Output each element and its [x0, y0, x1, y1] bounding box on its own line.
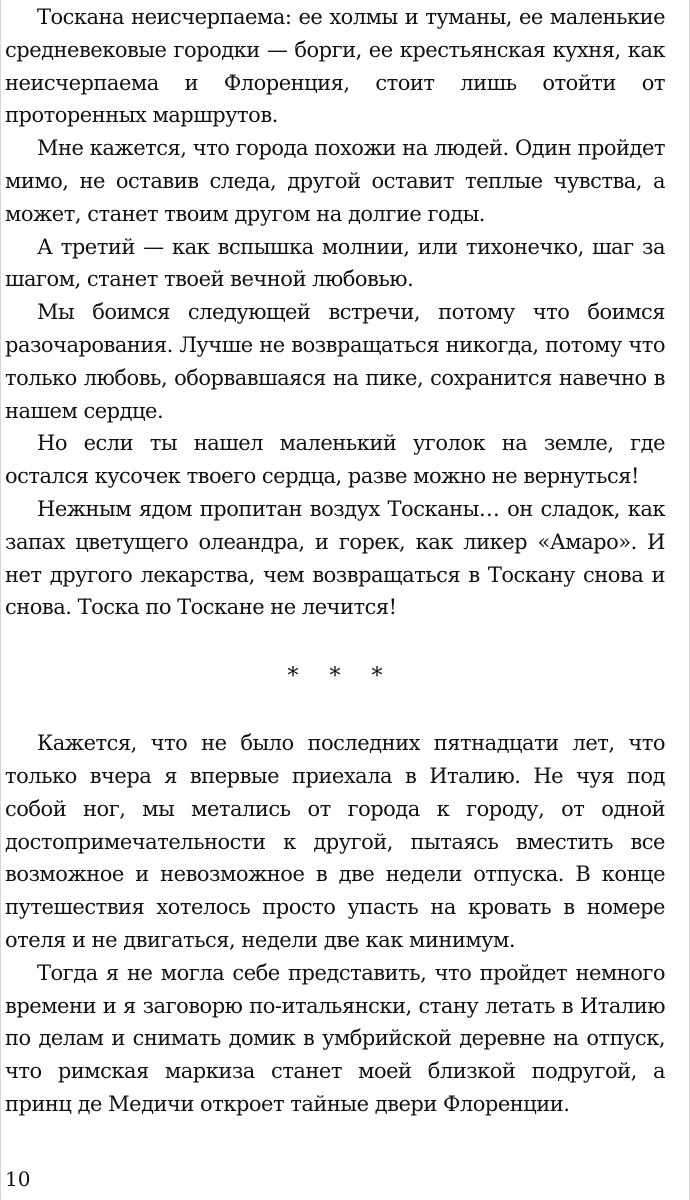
paragraph: Кажется, что не было последних пятнадцати лет, что только вчера я впервые приехала в Италию. Не чуя под собой ног, мы метались от города к городу, от одной достопримечательности к другой, пытаясь вместить все возможное и невозможное в две недели отпуска. В конце путешествия хотелось просто упасть на кровать в номере отеля и не двигаться, недели две как минимум. — [5, 731, 665, 952]
paragraph: Тоскана неисчерпаема: ее холмы и туманы, ее маленькие средневековые городки — борги, ее крестьянская кухня, как неисчерпаема и Флоренция, стоит лишь отойти от проторенных маршрутов. — [5, 5, 665, 128]
paragraph: Мы боимся следующей встречи, потому что боимся разочарования. Лучше не возвращаться никогда, потому что только любовь, оборвавшаяся на пике, сохранится навечно в нашем сердце. — [5, 300, 665, 423]
text-section-2 — [5, 727, 665, 1121]
paragraph: Нежным ядом пропитан воздух Тосканы… он сладок, как запах цветущего олеандра, и горек, как ликер «Амаро». И нет другого лекарства, чем возвращаться в Тоскану снова и снова. Тоска по Тоскане не лечится! — [5, 496, 665, 620]
book-page — [5, 0, 665, 1121]
paragraph: Но если ты нашел маленький уголок на земле, где остался кусочек твоего сердца, разве можно не вернуться! — [5, 431, 665, 489]
page-number: 10 — [5, 1167, 31, 1191]
section-divider-asterisks: * * * — [287, 664, 395, 690]
paragraph: Мне кажется, что города похожи на людей. Один пройдет мимо, не оставив следа, другой оставит теплые чувства, а может, станет твоим другом на долгие годы. — [5, 136, 665, 226]
paragraph: А третий — как вспышка молнии, или тихонечко, шаг за шагом, станет твоей вечной любовью. — [5, 234, 665, 292]
paragraph: Тогда я не могла себе представить, что пройдет немного времени и я заговорю по-итальянски, стану летать в Италию по делам и снимать домик в умбрийской деревне на отпуск, что римская маркиза станет моей близкой подругой, а принц де Медичи откроет тайные двери Флоренции. — [5, 960, 665, 1116]
text-section-1 — [5, 0, 665, 624]
